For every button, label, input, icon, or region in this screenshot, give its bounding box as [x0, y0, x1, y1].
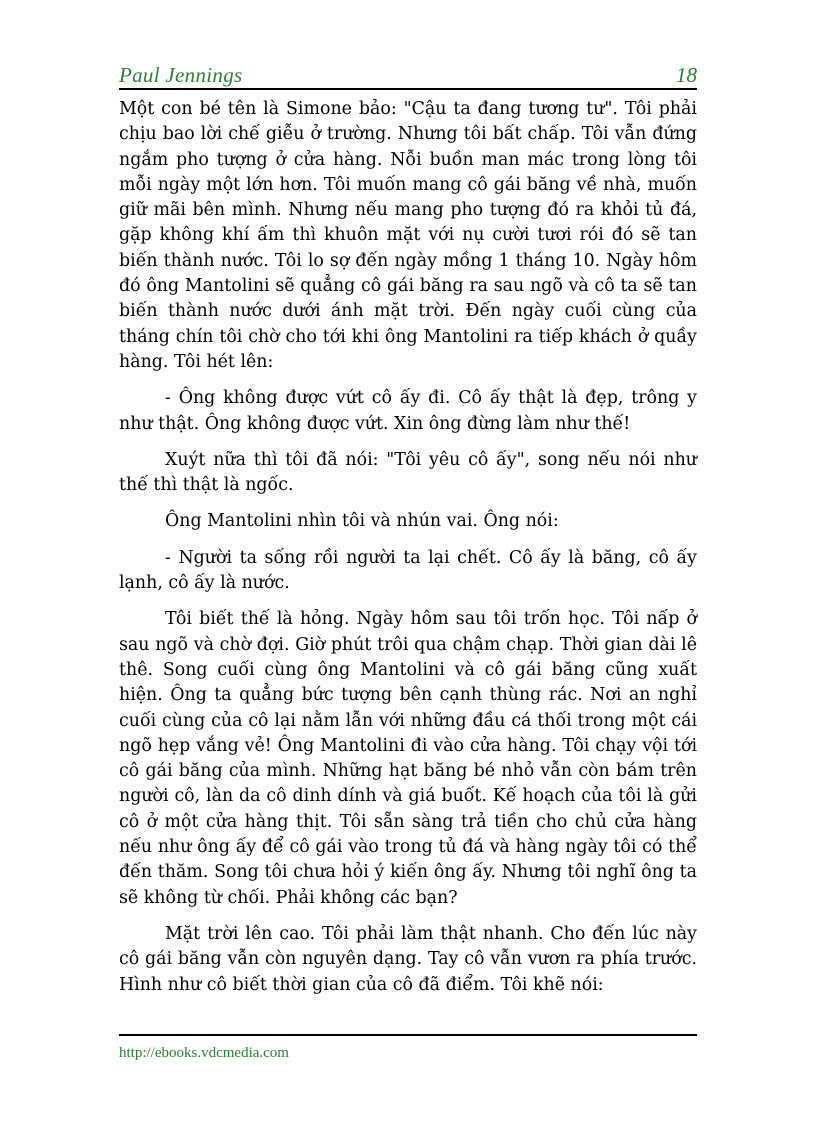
- paragraph: - Người ta sống rồi người ta lại chết. Cô ấy là băng, cô ấy lạnh, cô ấy là nước.: [119, 547, 697, 594]
- footer-divider: [119, 1034, 697, 1036]
- page-header: [119, 60, 697, 90]
- page-body: [119, 97, 697, 1009]
- header-author: Paul Jennings: [119, 63, 243, 87]
- paragraph: Xuýt nữa thì tôi đã nói: "Tôi yêu cô ấy", song nếu nói như thế thì thật là ngốc.: [119, 449, 697, 496]
- header-divider: [119, 88, 697, 90]
- paragraph: Mặt trời lên cao. Tôi phải làm thật nhanh. Cho đến lúc này cô gái băng vẫn còn nguyên dạng. Tay cô vẫn vươn ra phía trước. Hình như cô biết thời gian của cô đã điểm. Tôi khẽ nói:: [119, 923, 697, 995]
- paragraph: - Ông không được vứt cô ấy đi. Cô ấy thật là đẹp, trông y như thật. Ông không được vứt. Xin ông đừng làm như thế!: [119, 388, 697, 434]
- paragraph: Tôi biết thế là hỏng. Ngày hôm sau tôi trốn học. Tôi nấp ở sau ngõ và chờ đợi. Giờ phút trôi qua chậm chạp. Thời gian dài lê thê. Song cuối cùng ông Mantolini và cô gái băng cũng xuất hiện. Ông ta quẳng bức tượng bên cạnh thùng rác. Nơi an nghỉ cuối cùng của cô lại nằm lẫn với những đầu cá thối trong một cái ngõ hẹp vắng vẻ! Ông Mantolini đi vào cửa hàng. Tôi chạy vội tới cô gái băng của mình. Những hạt băng bé nhỏ vẫn còn bám trên người cô, làn da cô dinh dính và giá buốt. Kế hoạch của tôi là gửi cô ở một cửa hàng thịt. Tôi sẵn sàng trả tiền cho chủ cửa hàng nếu như ông ấy để cô gái vào trong tủ đá và hàng ngày tôi có thể đến thăm. Song tôi chưa hỏi ý kiến ông ấy. Nhưng tôi nghĩ ông ta sẽ không từ chối. Phải không các bạn?: [119, 609, 697, 908]
- paragraph: Ông Mantolini nhìn tôi và nhún vai. Ông nói:: [165, 511, 559, 532]
- paragraph: Một con bé tên là Simone bảo: "Cậu ta đang tương tư". Tôi phải chịu bao lời chế giễu ở trường. Nhưng tôi bất chấp. Tôi vẫn đứng ngắm pho tượng ở cửa hàng. Nỗi buồn man mác trong lòng tôi mỗi ngày một lớn hơn. Tôi muốn mang cô gái băng về nhà, muốn giữ mãi bên mình. Nhưng nếu mang pho tượng đó ra khỏi tủ đá, gặp không khí ấm thì khuôn mặt với nụ cười tươi rói đó sẽ tan biến thành nước. Tôi lo sợ đến ngày mồng 1 tháng 10. Ngày hôm đó ông Mantolini sẽ quẳng cô gái băng ra sau ngõ và cô ta sẽ tan biến thành nước dưới ánh mặt trời. Đến ngày cuối cùng của tháng chín tôi chờ cho tới khi ông Mantolini ra tiếp khách ở quầy hàng. Tôi hét lên:: [119, 99, 697, 372]
- footer-link[interactable]: http://ebooks.vdcmedia.com: [119, 1045, 289, 1061]
- page-number: 18: [676, 63, 697, 87]
